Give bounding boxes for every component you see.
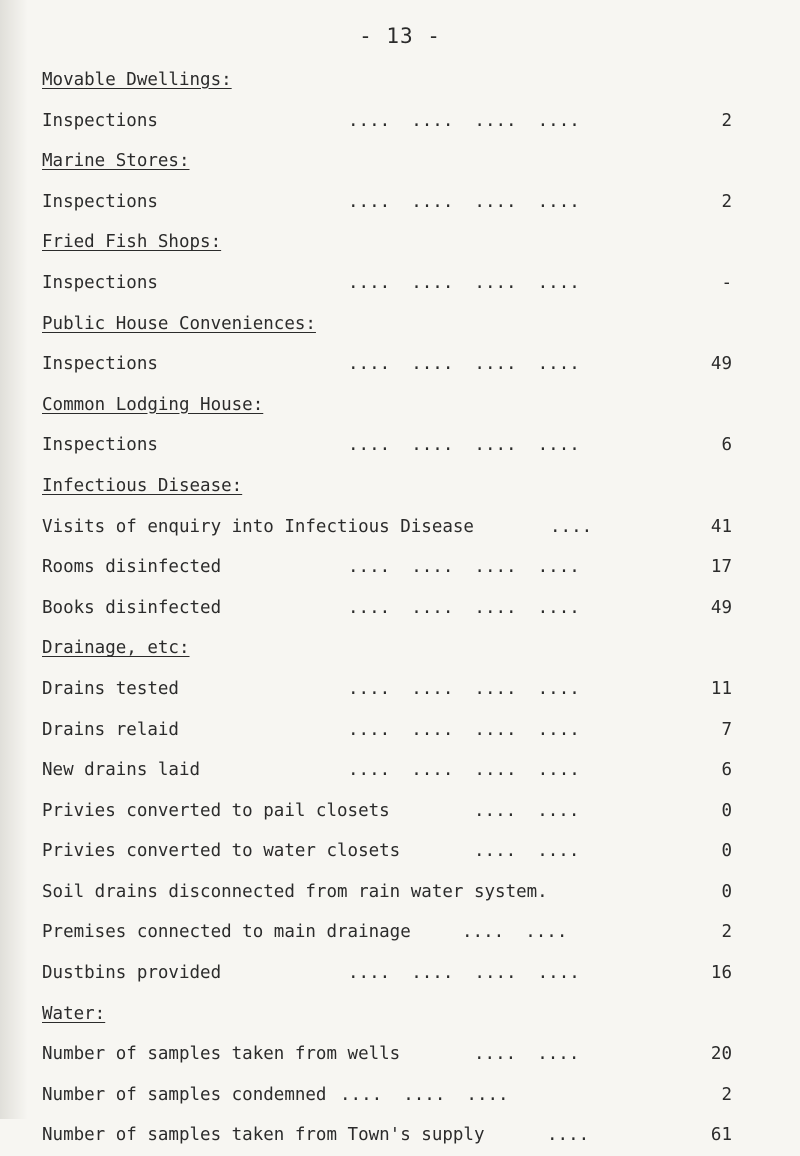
dot-leader: .... .... .... .... [348,354,580,375]
section-heading [42,466,732,507]
row-value: 16 [710,963,732,984]
report-row [42,1034,732,1075]
dot-leader: .... .... .... .... [348,272,580,293]
row-value: - [721,272,732,293]
dot-leader: .... .... [474,800,580,821]
section-heading [42,994,732,1035]
row-value: 7 [721,719,732,740]
row-value: 61 [710,1125,732,1146]
row-label: Rooms disinfected [42,557,222,578]
row-label: Inspections [42,191,158,212]
row-value: 0 [721,841,732,862]
row-value: 49 [710,597,732,618]
section-heading [42,628,732,669]
dot-leader: .... .... .... .... [348,760,580,781]
row-label: Number of samples taken from wells [42,1044,401,1065]
dot-leader: .... .... [462,922,568,943]
report-row [42,912,732,953]
row-label: Inspections [42,435,158,456]
report-row [42,182,732,223]
row-label: Number of samples condemned [42,1084,327,1105]
page-number: - 13 - [359,24,441,48]
row-value: 20 [710,1044,732,1065]
dot-leader: .... .... .... .... [348,191,580,212]
report-row [42,953,732,994]
row-value: 11 [710,678,732,699]
section-heading [42,385,732,426]
section-heading-text: Movable Dwellings: [42,70,232,90]
report-row [42,547,732,588]
dot-leader: .... [547,1125,590,1146]
report-row [42,669,732,710]
row-label: Number of samples taken from Town's supply [42,1125,485,1146]
row-label: Inspections [42,272,158,293]
dot-leader: .... .... [474,1044,580,1065]
section-heading-text: Marine Stores: [42,151,190,172]
dot-leader: .... .... .... .... [348,678,580,699]
section-heading-text: Drainage, etc: [42,638,190,659]
row-label: New drains laid [42,760,201,781]
dot-leader: .... .... .... .... [348,719,580,740]
row-value: 41 [710,516,732,537]
report-row [42,791,732,832]
row-value: 17 [710,557,732,578]
page-edge-shadow [0,0,28,1119]
report-row [42,507,732,548]
dot-leader: .... .... [474,841,580,862]
section-heading [42,60,732,101]
dot-leader: .... .... .... .... [348,557,580,578]
section-heading-text: Infectious Disease: [42,475,243,496]
row-value: 49 [710,354,732,375]
report-row [42,425,732,466]
section-heading [42,222,732,263]
row-label: Dustbins provided [42,963,222,984]
row-label: Visits of enquiry into Infectious Disease [42,516,474,537]
dot-leader: .... .... .... .... [348,597,580,618]
row-value: 6 [721,760,732,781]
row-value: 2 [721,922,732,943]
row-label: Books disinfected [42,597,222,618]
row-label: Drains tested [42,678,179,699]
row-label: Drains relaid [42,719,179,740]
row-value: 6 [721,435,732,456]
row-label: Inspections [42,354,158,375]
section-heading-text: Fried Fish Shops: [42,232,222,253]
dot-leader: .... .... .... .... [348,435,580,456]
row-label: Inspections [42,110,158,131]
section-heading [42,141,732,182]
report-row [42,831,732,872]
inspection-report [42,60,732,1156]
section-heading-text: Public House Conveniences: [42,313,316,334]
row-value: 0 [721,800,732,821]
row-value: 2 [721,110,732,131]
report-row [42,1115,732,1156]
report-row [42,750,732,791]
section-heading-text: Common Lodging House: [42,394,264,415]
report-row [42,872,732,913]
row-label: Privies converted to pail closets [42,800,390,821]
report-row [42,101,732,142]
report-row [42,588,732,629]
report-row [42,1075,732,1116]
section-heading [42,304,732,345]
dot-leader: .... [550,516,593,537]
report-row [42,344,732,385]
row-label: Soil drains disconnected from rain water system. [42,881,548,902]
report-row [42,710,732,751]
report-row [42,263,732,304]
row-value: 2 [721,191,732,212]
section-heading-text: Water: [42,1003,106,1024]
dot-leader: .... .... .... .... [348,963,580,984]
dot-leader: .... .... .... [340,1084,509,1105]
row-value: 2 [721,1084,732,1105]
row-label: Premises connected to main drainage [42,922,411,943]
dot-leader: .... .... .... .... [348,110,580,131]
row-label: Privies converted to water closets [42,841,401,862]
row-value: 0 [721,881,732,902]
